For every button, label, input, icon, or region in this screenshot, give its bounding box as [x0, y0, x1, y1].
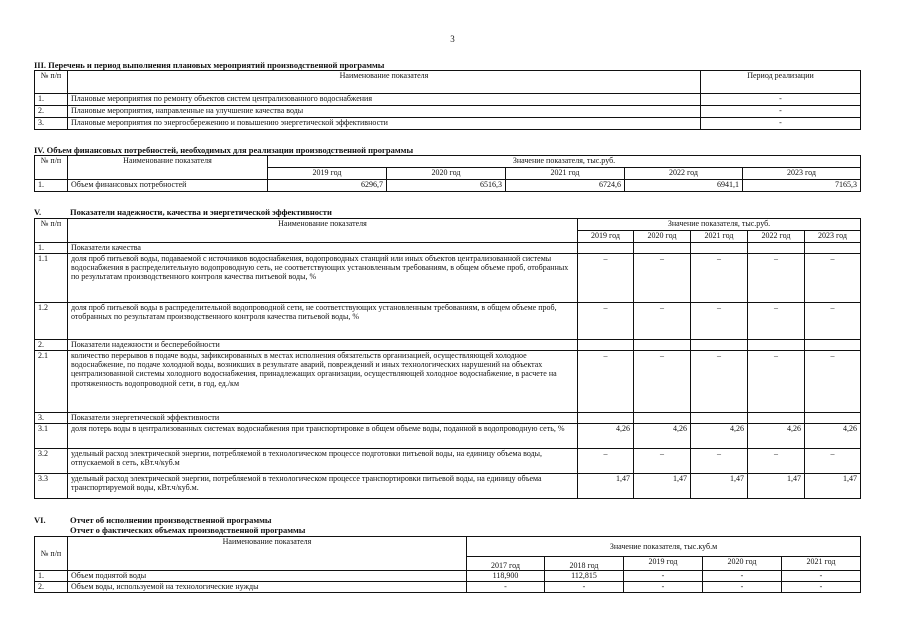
- header-year: 2019 год: [268, 168, 387, 180]
- section-5-table: [34, 218, 861, 499]
- header-year: 2022 год: [625, 168, 743, 180]
- section-4-table: [34, 155, 861, 192]
- header-year: 2022 год: [748, 231, 805, 243]
- header-value: Значение показателя, тыс.руб.: [578, 219, 861, 231]
- table-row: 1. Объем поднятой воды 118,900 112,815 - - -: [35, 571, 861, 582]
- header-name: Наименование показателя: [68, 537, 467, 571]
- table-row: 2. Показатели надежности и бесперебойности: [35, 340, 861, 351]
- section-3-table: [34, 70, 861, 130]
- header-year: 2023 год: [805, 231, 861, 243]
- header-year: 2021 год: [506, 168, 625, 180]
- header-year: 2020 год: [703, 557, 782, 571]
- header-year: 2021 год: [691, 231, 748, 243]
- table-row: 1. Объем финансовых потребностей 6296,7 6516,3 6724,6 6941,1 7165,3: [35, 180, 861, 192]
- header-year: 2017 год: [467, 557, 545, 571]
- header-num: № п/п: [35, 156, 68, 180]
- section-6-table: [34, 536, 861, 593]
- header-value: Значение показателя, тыс.руб.: [268, 156, 861, 168]
- table-row: 3. Показатели энергетической эффективности: [35, 413, 861, 424]
- header-value: Значение показателя, тыс.куб.м: [467, 537, 861, 557]
- table-row: 1. Плановые мероприятия по ремонту объектов систем централизованного водоснабжения -: [35, 94, 861, 106]
- header-year: 2023 год: [743, 168, 861, 180]
- table-row: 1.1 доля проб питьевой воды, подаваемой с источников водоснабжения, водопроводных станций или иных объектов централизованной системы водоснабжения в распределительную водопроводную сеть, не соответствующих установленным требованиям, в общем объеме проб, отобранных по результатам производственного контроля качества питьевой воды, % – – – – –: [35, 254, 861, 303]
- header-name: Наименование показателя: [68, 156, 268, 180]
- header-year: 2020 год: [634, 231, 691, 243]
- table-row: 2. Плановые мероприятия, направленные на улучшение качества воды -: [35, 106, 861, 118]
- header-period: Период реализации: [701, 71, 861, 94]
- header-num: № п/п: [35, 537, 68, 571]
- section-3-title: III. Перечень и период выполнения плановых мероприятий производственной программы: [34, 60, 385, 70]
- section-5-title: V. Показатели надежности, качества и энергетической эффективности: [34, 207, 332, 217]
- section-6-title: VI. Отчет об исполнении производственной программы: [34, 515, 272, 525]
- header-year: 2019 год: [624, 557, 703, 571]
- table-row: 3.2 удельный расход электрической энергии, потребляемой в технологическом процессе подготовки питьевой воды, на единицу объема воды, отпускаемой в сеть, кВт.ч/куб.м – – – – –: [35, 449, 861, 474]
- header-num: № п/п: [35, 219, 68, 243]
- header-num: № п/п: [35, 71, 68, 94]
- table-row: 3.3 удельный расход электрической энергии, потребляемой в технологическом процессе транспортировки питьевой воды, на единицу объема транспортируемой воды, кВт.ч/куб.м. 1,47 1,47 1,47 1,47 1,47: [35, 474, 861, 499]
- table-row: 1. Показатели качества: [35, 243, 861, 254]
- table-row: 3. Плановые мероприятия по энергосбережению и повышению энергетической эффективности -: [35, 118, 861, 130]
- header-year: 2020 год: [387, 168, 506, 180]
- table-row: 2.1 количество перерывов в подаче воды, зафиксированных в местах исполнения обязательств организацией, осуществляющей холодное водоснабжение, по подаче холодной воды, возникших в результате аварий, повреждений и иных технологических нарушений на объектах централизованной системы холодного водоснабжения, принадлежащих организации, осуществляющей холодное водоснабжение, в расчете на протяженность водопроводной сети, в год, ед./км – – – – –: [35, 351, 861, 413]
- table-row: 3.1 доля потерь воды в централизованных системах водоснабжения при транспортировке в общем объеме воды, поданной в водопроводную сеть, % 4,26 4,26 4,26 4,26 4,26: [35, 424, 861, 449]
- header-name: Наименование показателя: [68, 219, 578, 243]
- table-row: 2. Объем воды, используемой на технологические нужды - - - - -: [35, 582, 861, 593]
- section-4-title: IV. Объем финансовых потребностей, необходимых для реализации производственной программы: [34, 145, 414, 155]
- table-row: 1.2 доля проб питьевой воды в распределительной водопроводной сети, не соответствующих установленным требованиям, в общем объеме проб, отобранных по результатам производственного контроля качества питьевой воды, % – – – – –: [35, 303, 861, 340]
- page-number: 3: [450, 34, 455, 44]
- header-name: Наименование показателя: [68, 71, 701, 94]
- section-6-subtitle: Отчет о фактических объемах производственной программы: [70, 525, 306, 535]
- header-year: 2021 год: [782, 557, 861, 571]
- header-year: 2019 год: [578, 231, 634, 243]
- header-year: 2018 год: [545, 557, 624, 571]
